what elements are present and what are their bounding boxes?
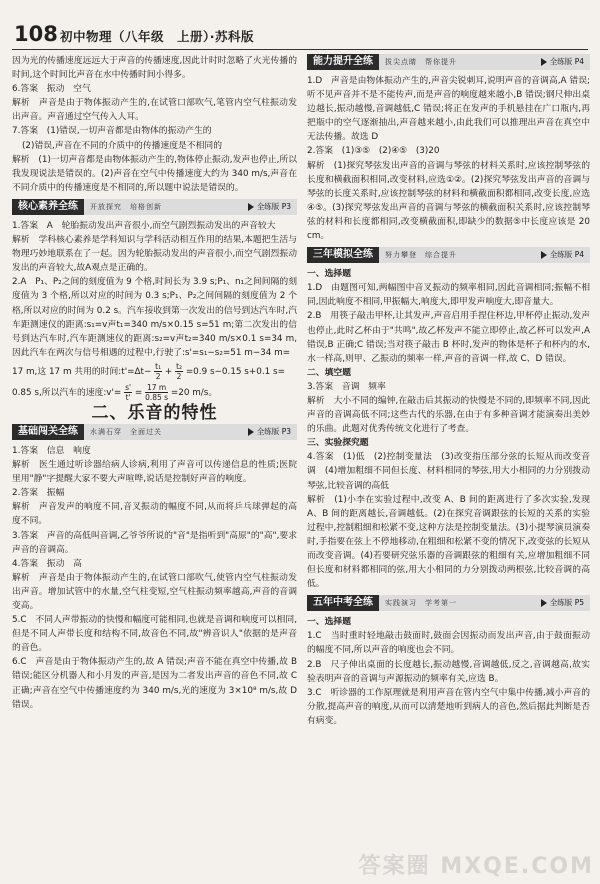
answer-z3: 3.C 听诊器的工作原理就是利用声音在管内空气中集中传播,减小声音的分散,提高声音的响度,从而可以清楚地听到病人的音色,然后据此判断是否有病变。 (307, 687, 590, 726)
section-bar-exam (307, 595, 590, 611)
page-header (0, 0, 600, 50)
arrow-icon (541, 599, 547, 607)
bar-page-ref: 全练版 P4 (541, 248, 584, 262)
explanation-jc1: 解析 医生通过听诊器给病人诊病,利用了声音可以传递信息的性质;医院里用"静"字提醒大家不要大声喧哗,说话是控制好声音的响度。 (12, 460, 297, 485)
paragraph: 因为光的传播速度远远大于声音的传播速度,因此计时时忽略了火光传播的时间,这个时间比声音在水中传播时间小得多。 (12, 56, 297, 81)
answer-n1: 1.D 声音是由物体振动产生的,声音尖锐刺耳,说明声音的音调高,A 错误;听不见声音并不是不能传声,而是声音的响度越来越小,B 错误;钢尺伸出桌边越长,振动越慢,音调越低,C 错误;将正在发声的手机悬挂在广口瓶内,再把瓶中的空气逐渐抽出,声音越来越小,由此我们可以推理出声音在真空中无法传播。故选 D (307, 76, 590, 143)
fraction: $\frac{\text{t₁}}{2}$ (155, 361, 162, 381)
bar-slogan: 水满石穿 全面过关 (90, 427, 162, 436)
bar-page-ref: 全练版 P4 (541, 55, 584, 69)
bar-title: 五年中考全练 (307, 595, 379, 611)
answer-jc6: 6.C 声音是由于物体振动产生的,故 A 错误;声音不能在真空中传播,故 B 错误;能区分机器人和小月发的声音,是因为二者发出声音的音色不同,故 C 正确;声音在空气中传播速度约为 340 m/s,光的速度为 3×10⁸ m/s,故 D 错误。 (12, 657, 297, 710)
answer-m4: 4.答案 (1)低 (2)控制变量法 (3)改变指压部分弦的长短从而改变音调 (4)增加粗细不同但长度、材料相同的琴弦,用大小相同的力分别拨动琴弦,比较音调的高低 (307, 452, 590, 491)
equation-line-2: 0.85 s,所以汽车的速度:v'= $\frac{s'}{t'}$ = $\frac{17 m}{0.85 s}$ =20 m/s。 (12, 382, 218, 402)
left-column (12, 54, 297, 712)
arrow-icon (248, 203, 254, 211)
answer-6: 6.答案 振动 空气 (12, 84, 91, 95)
bar-title: 三年模拟全练 (307, 247, 379, 263)
explanation-jc4: 解析 声音是由于物体振动产生的,在试管口部吹气,使管内空气柱振动发出声音。增加试管中的水量,空气柱变短,空气柱振动频率越高,声音的音调变高。 (12, 572, 297, 611)
section-bar-mock (307, 247, 590, 263)
answer-jc4: 4.答案 振动 高 (12, 558, 82, 569)
explanation-m4: 解析 (1)小李在实验过程中,改变 A、B 间的距离进行了多次实验,发现 A、B 间的距离越长,音调越低。(2)在探究音调跟弦的长短的关系的实验过程中,控制粗细和松紧不变,这种方法是控制变量法。(3)小提琴演员演奏时,手指要在弦上不停地移动,在粗细和松紧不变的情况下,改变弦的长短从而改变音调。(4)若要研究弦乐器的音调跟弦的粗细有关,应增加粗细不同但长度和材料都相同的弦,用大小相同的力分别拨动两根弦,比较音调的高低。 (307, 494, 590, 590)
watermark: 答案圈 MXQE.COM (358, 854, 594, 879)
answer-m1: 1.D 由题图可知,两幅图中音叉振动的频率相同,因此音调相同;振幅不相同,因此响度不相同,甲振幅大,响度大,即甲发声响度大,即音量大。 (307, 283, 590, 308)
explanation-k1: 解析 学科核心素养是学科知识与学科活动相互作用的结果,本题把生活与物理巧妙地联系在了一起。因为轮胎振动发出的声音很小,而空气剧烈振动发出的声音较大,故A观点是正确的。 (12, 235, 297, 274)
arrow-icon (541, 251, 547, 259)
bar-slogan: 实践演习 学考第一 (385, 599, 457, 608)
explanation-jc2: 解析 声音发声的响度不同,音叉振动的幅度不同,从而将乒乓球弹起的高度不同。 (12, 502, 297, 527)
bar-title: 核心素养全练 (12, 199, 84, 215)
explanation-7: 解析 (1)一切声音都是由物体振动产生的,物体停止振动,发声也停止,所以我发现说法是错误的。(2)声音在空气中传播速度大约为 340 m/s,声音在不同介质中的传播速度是不相同的,所以题中说法是错误的。 (12, 154, 297, 193)
equation-line-1: 17 m,这 17 m 共用的时间:t'=Δt− $\frac{\text{t₁}}{2}$ + $\frac{\text{t₂}}{2}$ =0.9 s−0.15 s+0.1 s= (12, 361, 286, 381)
arrow-icon (541, 58, 547, 66)
subheading: 一、选择题 (307, 269, 351, 280)
answer-m3: 3.答案 音调 频率 (307, 381, 386, 392)
bar-title: 能力提升全练 (307, 54, 379, 70)
answer-z2: 2.B 尺子伸出桌面的长度越长,振动越慢,音调越低,反之,音调越高,故实验表明声音的音调与声源振动的频率有关,应选 B。 (307, 659, 590, 684)
answer-m2: 2.B 用筷子敲击甲杯,让其发声,声音启用手捏住杯边,甲杯停止振动,发声也停止,此时乙杯由于"共鸣",故乙杯发声不能立即停止,故乙杯可以发声,A 错误,B 正确;C 错误;当对筷子敲击 B 杯时,发声的物体是杯子和杯内的水,水一样高,则甲、乙振动的频率一样,声音的音调一样,故 C、D 错误。 (307, 311, 590, 364)
header-rule (12, 49, 588, 50)
bar-page-ref: 全练版 P3 (248, 425, 291, 439)
arrow-icon (248, 428, 254, 436)
answer-7-part2: (2)错误,声音在不同的介质中的传播速度是不相同的 (22, 140, 222, 151)
section-title: 二、乐音的特性 (91, 402, 218, 423)
explanation-m3: 解析 大小不同的编钟,在敲击后其振动的快慢是不同的,即频率不同,因此声音的音调高低不同;这些古代的乐器,在由于有多种音调才能演奏出美妙的乐曲。此题对优秀传统文化进行了考查。 (307, 395, 590, 435)
page-number: 108 (14, 22, 58, 46)
subheading: 二、填空题 (307, 367, 351, 378)
answer-jc5: 5.C 不同人声带振动的快慢和幅度可能相同,也就是音调和响度可以相同,但是不同人声带长度和结构不同,故音色不同,故"辨音识人"依据的是声音的音色。 (12, 615, 297, 654)
fraction: $\frac{17 m}{0.85 s}$ (145, 382, 169, 402)
answer-n2: 2.答案 (1)③⑤ (2)④⑤ (3)20 (307, 146, 440, 157)
page-title: 初中物理（八年级 上册）·苏科版 (60, 29, 254, 44)
section-bar-basic (12, 424, 297, 440)
subheading: 一、选择题 (307, 617, 351, 628)
section-bar-core (12, 199, 297, 215)
fraction: $\frac{s'}{t'}$ (125, 382, 132, 402)
bar-page-ref: 全练版 P3 (248, 200, 291, 214)
answer-k1: 1.答案 A 轮胎振动发出声音很小,而空气剧烈振动发出的声音较大 (12, 220, 276, 231)
section-bar-ability (307, 54, 590, 70)
subheading: 三、实验探究题 (307, 438, 369, 449)
solution-k2: 2.A P₁、P₂之间的刻度值为 9 个格,时间长为 3.9 s;P₁、n₁之间间隔的刻度值为 3 个格,所以对应的时间为 0.3 s;P₁、P₂之间间隔的刻度值为 2 个格,所以对应的时间为 0.2 s。汽车接收到第一次发出的信号到达汽车时,汽车距测速仪的距离:s₁=v声t₁=340 m/s×0.15 s=51 m;第二次发出的信号到达汽车时,汽车距测速仪的距离:s₂=v声t₂=340 m/s×0.1 s=34 m,因此汽车在两次与信号相遇的过程中,行驶了:s'=s₁−s₂=51 m−34 m= (12, 277, 297, 358)
bar-title: 基础闯关全练 (12, 424, 84, 440)
answer-z1: 1.C 当时重时轻地敲击鼓面时,鼓面会因振动而发出声音,由于鼓面振动的幅度不同,所以声音的响度也会不同。 (307, 631, 590, 656)
right-column (307, 54, 590, 728)
bar-slogan: 努力攀登 综合提升 (385, 251, 457, 260)
explanation-n2: 解析 (1)探究琴弦发出声音的音调与琴弦的材料关系时,应该控制琴弦的长度和横截面积相同,改变材料,应选①②。(2)探究琴弦发出声音的音调与琴弦的长度关系时,应该控制琴弦的材料和横截面积都相同,改变长度,应选④⑤。(3)探究琴弦发出声音的音调与琴弦的横截面积关系时,应该控制琴弦的材料和长度都相同,改变横截面积,即缺少的数据⑤中长度应该是 20 cm。 (307, 160, 590, 242)
answer-jc3: 3.答案 声音的高低叫音调,乙爷爷所说的"音"是指听到"高原"的"高",要求声音的音调高。 (12, 530, 297, 555)
answer-jc2: 2.答案 振幅 (12, 488, 65, 499)
answer-jc1: 1.答案 信息 响度 (12, 445, 91, 456)
fraction: $\frac{\text{t₂}}{2}$ (176, 361, 183, 381)
bar-page-ref: 全练版 P5 (541, 596, 584, 610)
answer-7: 7.答案 (1)错误,一切声音都是由物体的振动产生的 (12, 126, 212, 137)
bar-slogan: 开放探究 培格创新 (90, 202, 162, 211)
explanation-6: 解析 声音是由于物体振动产生的,在试管口部吹气,笔管内空气柱振动发出声音。声音通过空气传入人耳。 (12, 98, 297, 123)
bar-slogan: 拔尖点睛 帮你提升 (385, 57, 457, 66)
